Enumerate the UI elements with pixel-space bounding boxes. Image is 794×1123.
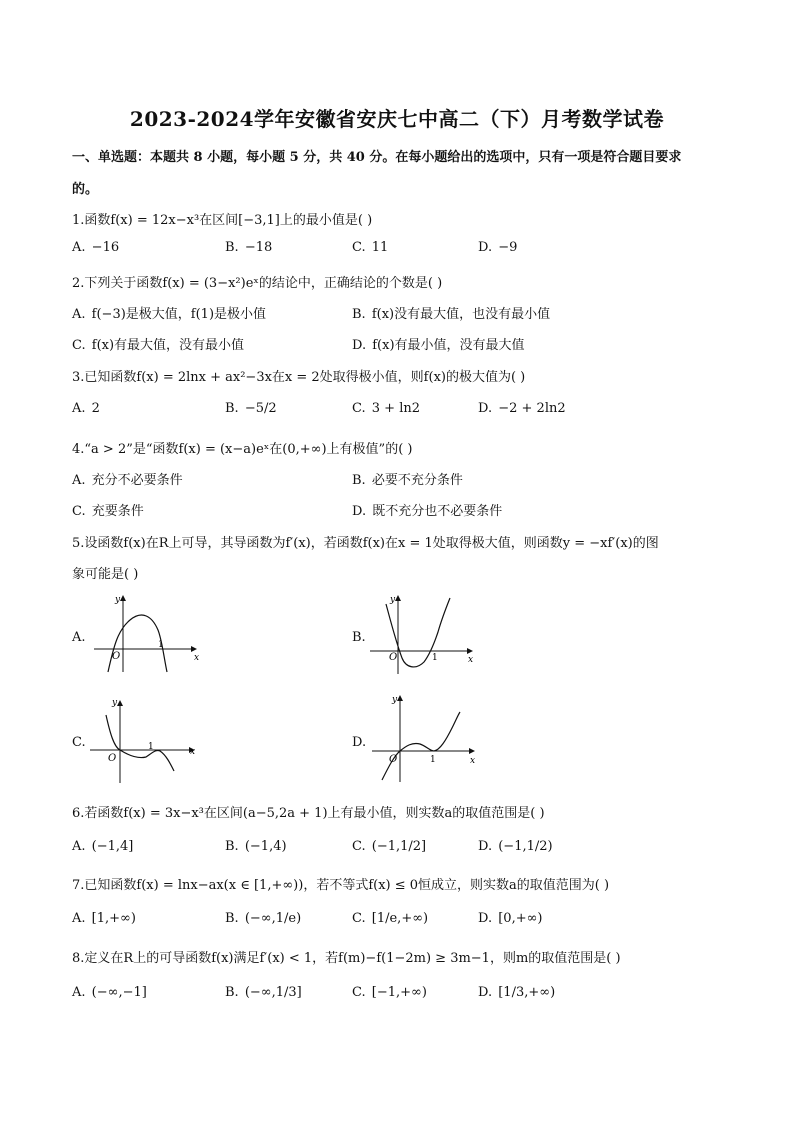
q5-graph-a	[88, 590, 203, 675]
question-1-stem: 1.函数f(x) = 12x−x³在区间[−3,1]上的最小值是( )	[72, 213, 373, 228]
origin-label: O	[389, 652, 398, 663]
x-label: x	[468, 655, 474, 665]
q2-option-c: C. f(x)有最大值，没有最小值	[72, 338, 245, 353]
question-5-stem: 5.设函数f(x)在R上可导，其导函数为f′(x)，若函数f(x)在x = 1处取得极大值，则函数y = −xf′(x)的图	[72, 536, 659, 551]
q1-option-a: A. −16	[72, 240, 120, 255]
q1-option-d: D. −9	[478, 240, 518, 255]
q5-graph-d	[370, 690, 482, 785]
section-heading: 一、单选题：本题共 8 小题，每小题 5 分，共 40 分。在每小题给出的选项中，只有一项是符合题目要求	[72, 150, 682, 165]
origin-label: O	[108, 753, 117, 764]
y-label: y	[392, 695, 398, 705]
q2-option-a: A. f(−3)是极大值，f(1)是极小值	[72, 307, 267, 322]
q6-option-d: D. (−1,1/2)	[478, 839, 553, 854]
q3-option-b: B. −5/2	[225, 401, 277, 416]
q8-option-d: D. [1/3,+∞)	[478, 985, 556, 1000]
curve	[382, 712, 460, 780]
q6-option-a: A. (−1,4]	[72, 839, 134, 854]
q5-option-c-label: C.	[72, 735, 86, 750]
q7-option-d: D. [0,+∞)	[478, 911, 543, 926]
y-label: y	[390, 595, 396, 605]
q2-option-d: D. f(x)有最小值，没有最大值	[352, 338, 525, 353]
q4-option-c: C. 充要条件	[72, 504, 144, 519]
q3-option-c: C. 3 + ln2	[352, 401, 420, 416]
q1-option-b: B. −18	[225, 240, 273, 255]
question-2-stem: 2.下列关于函数f(x) = (3−x²)eˣ的结论中，正确结论的个数是( )	[72, 276, 443, 291]
q4-option-d: D. 既不充分也不必要条件	[352, 504, 503, 519]
one-label: 1	[432, 653, 438, 663]
question-3-stem: 3.已知函数f(x) = 2lnx + ax²−3x在x = 2处取得极小值，则f(x)的极大值为( )	[72, 370, 526, 385]
q5-graph-c	[88, 695, 203, 785]
q2-option-b: B. f(x)没有最大值，也没有最小值	[352, 307, 551, 322]
q8-option-a: A. (−∞,−1]	[72, 985, 147, 1000]
q4-option-a: A. 充分不必要条件	[72, 473, 183, 488]
question-6-stem: 6.若函数f(x) = 3x−x³在区间(a−5,2a + 1)上有最小值，则实数a的取值范围是( )	[72, 806, 545, 821]
origin-label: O	[389, 754, 398, 765]
y-label: y	[112, 698, 118, 708]
question-7-stem: 7.已知函数f(x) = lnx−ax(x ∈ [1,+∞))，若不等式f(x) ≤ 0恒成立，则实数a的取值范围为( )	[72, 878, 610, 893]
x-label: x	[190, 747, 196, 757]
q7-option-c: C. [1/e,+∞)	[352, 911, 429, 926]
q5-option-a-label: A.	[72, 630, 86, 645]
q5-option-b-label: B.	[352, 630, 366, 645]
x-label: x	[194, 653, 200, 663]
q5-option-d-label: D.	[352, 735, 367, 750]
origin-label: O	[112, 651, 121, 662]
question-4-stem: 4.“a > 2”是“函数f(x) = (x−a)eˣ在(0,+∞)上有极值”的( )	[72, 442, 413, 457]
one-label: 1	[430, 755, 436, 765]
one-label: 1	[158, 640, 164, 650]
q7-option-a: A. [1,+∞)	[72, 911, 136, 926]
page-title: 2023-2024学年安徽省安庆七中高二（下）月考数学试卷	[129, 107, 665, 131]
q7-option-b: B. (−∞,1/e)	[225, 911, 302, 926]
question-5-stem-cont: 象可能是( )	[72, 567, 139, 582]
q5-graph-b	[368, 590, 480, 675]
q3-option-d: D. −2 + 2ln2	[478, 401, 566, 416]
q8-option-b: B. (−∞,1/3]	[225, 985, 302, 1000]
q6-option-b: B. (−1,4)	[225, 839, 287, 854]
x-label: x	[470, 756, 476, 766]
q1-option-c: C. 11	[352, 240, 389, 255]
question-8-stem: 8.定义在R上的可导函数f(x)满足f′(x) < 1，若f(m)−f(1−2m) ≥ 3m−1，则m的取值范围是( )	[72, 951, 621, 966]
q3-option-a: A. 2	[72, 401, 100, 416]
y-label: y	[115, 595, 121, 605]
q8-option-c: C. [−1,+∞)	[352, 985, 427, 1000]
one-label: 1	[148, 742, 154, 752]
q4-option-b: B. 必要不充分条件	[352, 473, 463, 488]
section-heading-cont: 的。	[72, 182, 99, 197]
q6-option-c: C. (−1,1/2]	[352, 839, 427, 854]
